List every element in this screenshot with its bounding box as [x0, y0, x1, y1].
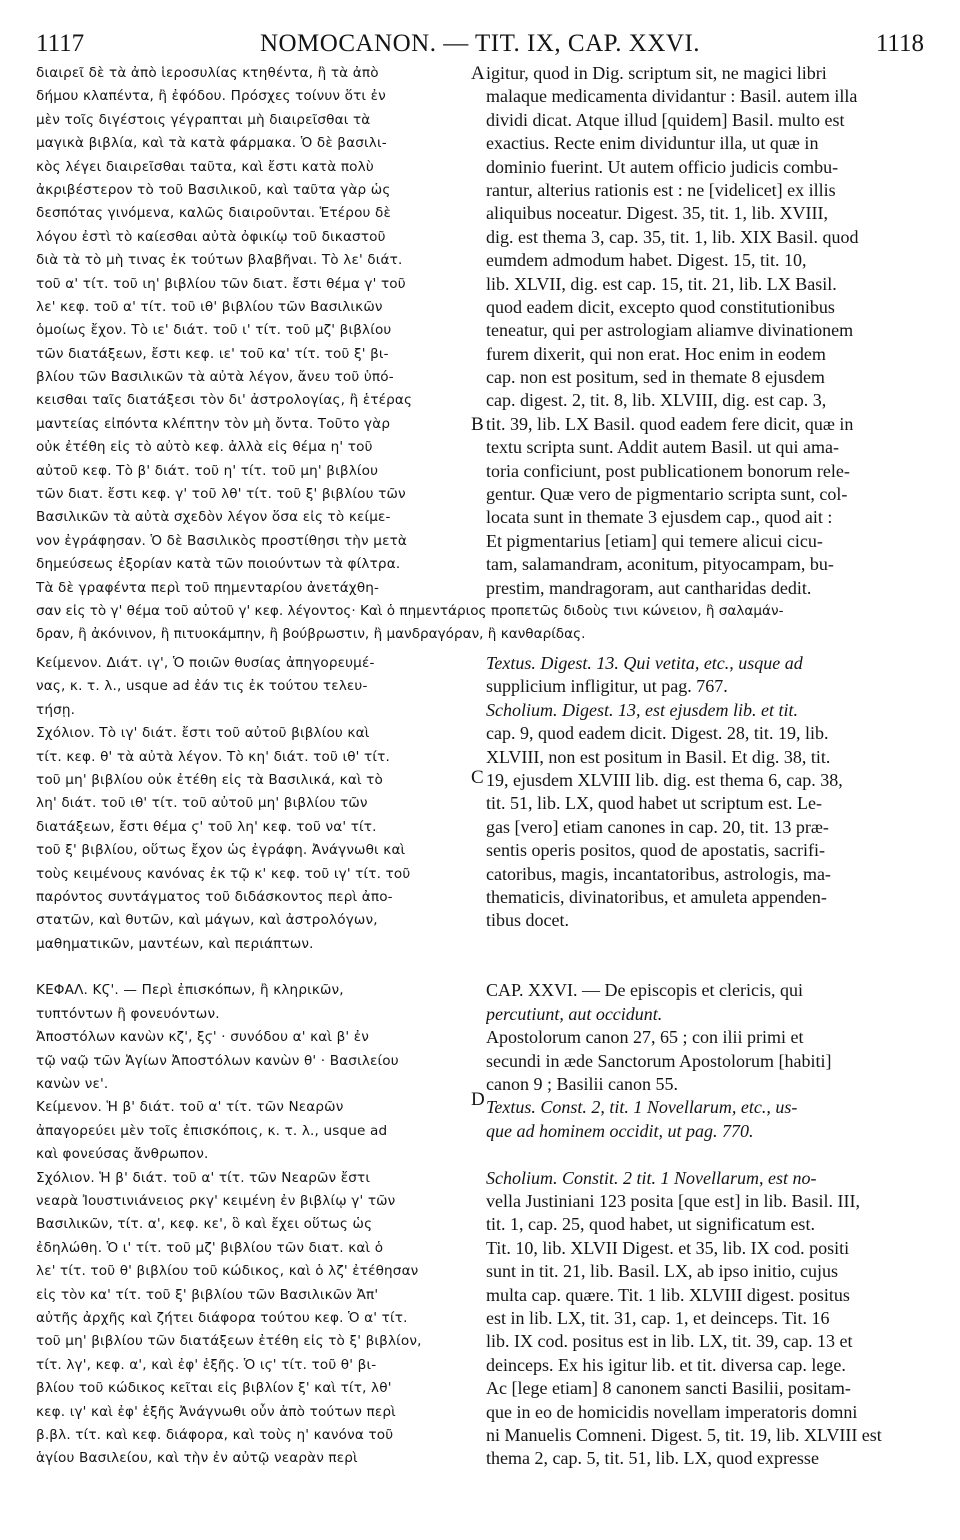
greek-column-line: Τὰ δὲ γραφέντα περὶ τοῦ πημενταρίου ἀνετάχθη- — [36, 579, 380, 596]
greek-column-line: βλίου τῶν Βασιλικῶν τὰ αὐτὰ λέγον, ἄνευ τοῦ ὑπό- — [36, 369, 394, 386]
greek-column-line: τῶν διατ. ἔστι κεφ. γ' τοῦ λθ' τίτ. τοῦ ξ' βιβλίου τῶν — [36, 486, 406, 503]
greek-column-2-line: παρόντος συντάγματος τοῦ διδάσκοντος περὶ ἀπο- — [36, 888, 393, 905]
greek-column-2-line: τοῦ μη' βιβλίου τῶν διατάξεων ἐτέθη εἰς τὸ ξ' βιβλίον, — [36, 1333, 422, 1350]
latin-column-2-line: ni Manuelis Comneni. Digest. 5, tit. 19, lib. XLVIII est — [486, 1424, 882, 1445]
greek-column-2-line: Σχόλιον. Ἡ β' διάτ. τοῦ α' τίτ. τῶν Νεαρῶν ἔστι — [36, 1169, 371, 1186]
latin-column-2-line: gas [vero] etiam canones in cap. 20, tit. 13 præ- — [486, 816, 829, 837]
latin-column-2-line: Tit. 10, lib. XLVII Digest. et 35, lib. IX cod. positi — [486, 1237, 850, 1258]
greek-column-line: δημεύσεως ἐξορίαν κατὰ τῶν ποιούντων τὰ φίλτρα. — [36, 556, 401, 573]
latin-column-top — [486, 62, 926, 600]
greek-column-2-line: ἀπαγορεύει μὲν τοῖς ἐπισκόποις, κ. τ. λ., usque ad — [36, 1122, 388, 1139]
latin-column-2-line — [486, 956, 926, 979]
latin-column-2-line: thematicis, divinatoribus, et amuleta appenden- — [486, 886, 827, 907]
greek-column-2-line: Ἀποστόλων κανὼν κζ', ξϛ' · συνόδου α' καὶ β' ἐν — [36, 1029, 370, 1046]
greek-column-2-line: εἰς τὸν κα' τίτ. τοῦ ξ' βιβλίου τῶν Βασιλικῶν Ἀπ' — [36, 1286, 379, 1303]
latin-column-line: eumdem admodum habet. Digest. 15, tit. 10, — [486, 250, 807, 271]
greek-column-line: ὁμοίως ἔχον. Τὸ ιε' διάτ. τοῦ ι' τίτ. τοῦ μζ' βιβλίου — [36, 322, 392, 339]
greek-column-2-line — [36, 956, 480, 979]
greek-column-line: λόγου ἐστὶ τὸ καίεσθαι αὐτὰ ὀφικίῳ τοῦ δικαστοῦ — [36, 228, 386, 245]
latin-column-line: dig. est thema 3, cap. 35, tit. 1, lib. XIX Basil. quod — [486, 226, 859, 247]
latin-column-2-line: catoribus, magis, incantatoribus, astrologis, ma- — [486, 863, 831, 884]
greek-column-line: νον ἐγράφησαν. Ὁ δὲ Βασιλικὸς προστίθησι τὴν μετὰ — [36, 532, 408, 549]
spanning-line-2: δραν, ἢ ἀκόνινον, ἢ πιτυοκάμπην, ἢ βούβρωστιν, ἢ μανδραγόραν, ἢ κανθαρίδας. — [36, 626, 586, 642]
latin-column-2-line: sunt in tit. 21, lib. Basil. LX, ab ipso initio, cujus — [486, 1261, 839, 1282]
greek-column-2-line: τίτ. λγ', κεφ. α', καὶ ἐφ' ἑξῆς. Ὁ ιϛ' τίτ. τοῦ θ' βι- — [36, 1356, 377, 1373]
greek-column-2-line: Κείμενον. Ἡ β' διάτ. τοῦ α' τίτ. τῶν Νεαρῶν — [36, 1099, 344, 1116]
latin-column-2-line: percutiunt, aut occidunt. — [486, 1003, 663, 1024]
greek-column-2-line: ΚΕΦΑΛ. ΚϚ'. — Περὶ ἐπισκόπων, ἢ κληρικῶν, — [36, 982, 344, 999]
margin-marker-d: D — [471, 1089, 485, 1110]
latin-column-line: aliquibus noceatur. Digest. 35, tit. 1, lib. XVIII, — [486, 203, 828, 224]
greek-column-line: τοῦ α' τίτ. τοῦ ιη' βιβλίου τῶν διατ. ἔστι θέμα γ' τοῦ — [36, 275, 406, 292]
latin-column-line: textu scripta sunt. Addit autem Basil. ut qui ama- — [486, 437, 839, 458]
latin-column-2-line: Scholium. Constit. 2 tit. 1 Novellarum, est no- — [486, 1167, 817, 1188]
greek-column-line: μαντείας εἰπόντα κλέπτην τὸν μὴ ὄντα. Τοῦτο γὰρ — [36, 415, 391, 432]
latin-column-line: exactius. Recte enim dividuntur illa, ut quæ in — [486, 133, 819, 154]
latin-column-line: quod eadem dicit, excepto quod constitutionibus — [486, 296, 835, 317]
latin-column-line: Et pigmentarius [etiam] qui temere alicui cicu- — [486, 530, 823, 551]
latin-column-2-line: CAP. XXVI. — De episcopis et clericis, qui — [486, 980, 803, 1001]
margin-marker-c: C — [471, 767, 484, 788]
greek-column-2-line: διατάξεων, ἔστι θέμα ϛ' τοῦ λη' κεφ. τοῦ να' τίτ. — [36, 818, 377, 835]
latin-column-2-line: cap. 9, quod eadem dicit. Digest. 28, tit. 19, lib. — [486, 723, 829, 744]
latin-column-2-line: que ad hominem occidit, ut pag. 770. — [486, 1120, 754, 1141]
latin-column-2-line — [486, 933, 926, 956]
latin-column-2-line: multa cap. quære. Tit. 1 lib. XLVIII digest. positus — [486, 1284, 850, 1305]
greek-column-line: δήμου κλαπέντα, ἢ ἐφόδου. Πρόσχες τοίνυν ὅτι ἐν — [36, 88, 386, 105]
greek-column-line: τῶν διατάξεων, ἔστι κεφ. ιε' τοῦ κα' τίτ. τοῦ ξ' βι- — [36, 345, 389, 362]
greek-column-2-line: τοῦ ξ' βιβλίου, οὕτως ἔχον ὡς ἐγράφη. Ἀνάγνωθι καὶ — [36, 842, 406, 859]
greek-column-line: κὸς λέγει διαιρεῖσθαι ταῦτα, καὶ ἔστι κατὰ πολὺ — [36, 158, 374, 175]
greek-column-2-line: μαθηματικῶν, μαντέων, καὶ περιάπτων. — [36, 935, 314, 952]
latin-column-line: teneatur, qui per astrologiam aliamve divinationem — [486, 320, 854, 341]
latin-column-2-line: est in lib. LX, tit. 31, cap. 1, et deinceps. Tit. 16 — [486, 1307, 830, 1328]
greek-column-2-line: λη' διάτ. τοῦ ιθ' τίτ. τοῦ αὐτοῦ μη' βιβλίου τῶν — [36, 795, 368, 812]
latin-column-line: furem dixerit, qui non erat. Hoc enim in eodem — [486, 343, 826, 364]
latin-column-2-line: Ac [lege etiam] 8 canonem sancti Basilii, positam- — [486, 1378, 851, 1399]
greek-column-2-line: κανὼν νε'. — [36, 1076, 109, 1093]
greek-column-top — [36, 62, 480, 600]
latin-column-line: cap. non est positum, sed in themate 8 ejusdem — [486, 367, 825, 388]
latin-column-2-line — [486, 1143, 926, 1166]
latin-column-2-line: vella Justiniani 123 posita [que est] in lib. Basil. III, — [486, 1190, 860, 1211]
greek-column-2-line: καὶ φονεύσας ἄνθρωπον. — [36, 1146, 209, 1163]
greek-column-line: κεισθαι ταῖς διατάξεσι τὸν δι' ἀστρολογίας, ἢ ἑτέρας — [36, 392, 413, 409]
latin-column-2-line: canon 9 ; Basilii canon 55. — [486, 1074, 678, 1095]
greek-column-2-line: ἐδηλώθη. Ὁ ι' τίτ. τοῦ μζ' βιβλίου τῶν διατ. καὶ ὁ — [36, 1239, 384, 1256]
latin-column-line: tit. 39, lib. LX Basil. quod eadem fere dicit, quæ in — [486, 413, 854, 434]
greek-column-line: διαιρεῖ δὲ τὰ ἀπὸ ἱεροσυλίας κτηθέντα, ἢ τὰ ἀπὸ — [36, 65, 379, 81]
latin-column-2-line: tibus docet. — [486, 910, 569, 931]
greek-column-line: λε' κεφ. τοῦ α' τίτ. τοῦ ιθ' βιβλίου τῶν Βασιλικῶν — [36, 298, 383, 315]
greek-column-line: οὐκ ἐτέθη εἰς τὸ αὐτὸ κεφ. ἀλλὰ εἰς θέμα η' τοῦ — [36, 439, 373, 456]
latin-column-line: dividi dicat. Atque illud [quidem] Basil. multo est — [486, 109, 845, 130]
greek-column-line: δεσπότας γινόμενα, καλῶς διαιροῦνται. Ἑτέρου δὲ — [36, 205, 391, 222]
latin-column-2-line: Scholium. Digest. 13, est ejusdem lib. et tit. — [486, 699, 798, 720]
latin-column-2-line: supplicium infligitur, ut pag. 767. — [486, 676, 728, 697]
latin-column-2-line: que in eo de homicidis novellam imperatoris domni — [486, 1401, 858, 1422]
latin-column-2-line: tit. 1, cap. 25, quod habet, ut significatum est. — [486, 1214, 815, 1235]
latin-column-bottom — [486, 652, 926, 1471]
greek-column-2-line: τοὺς κειμένους κανόνας ἐκ τῷ κ' κεφ. τοῦ ιγ' τίτ. τοῦ — [36, 865, 411, 882]
greek-column-line: Βασιλικῶν τὰ αὐτὰ σχεδὸν λέγον ὅσα εἰς τὸ κείμε- — [36, 509, 391, 526]
latin-column-line: tam, salamandram, aconitum, pityocampam, bu- — [486, 554, 834, 575]
latin-column-2-line: Textus. Digest. 13. Qui vetita, etc., usque ad — [486, 653, 803, 673]
page-header — [36, 30, 924, 64]
spanning-line-1: σαν εἰς τὸ γ' θέμα τοῦ αὐτοῦ γ' κεφ. λέγοντος· Καὶ ὁ πημεντάριος προπετῶς διδοὺς τινι κώνειον, ἢ σαλαμάν- — [36, 603, 784, 619]
latin-column-2-line: 19, ejusdem XLVIII lib. dig. est thema 6, cap. 38, — [486, 769, 843, 790]
greek-column-line: αὐτοῦ κεφ. Τὸ β' διάτ. τοῦ η' τίτ. τοῦ μη' βιβλίου — [36, 462, 379, 479]
latin-column-line: locata sunt in themate 3 ejusdem cap., quod ait : — [486, 507, 833, 528]
greek-column-2-line: Κείμενον. Διάτ. ιγ', Ὁ ποιῶν θυσίας ἀπηγορευμέ- — [36, 655, 375, 671]
latin-column-line: lib. XLVII, dig. est cap. 15, tit. 21, lib. LX Basil. — [486, 273, 837, 294]
greek-column-2-line: αὐτῆς ἀρχῆς καὶ ζήτει διάφορα τούτου κεφ. Ὁ α' τίτ. — [36, 1309, 408, 1326]
latin-column-line: igitur, quod in Dig. scriptum sit, ne magici libri — [486, 63, 827, 83]
greek-column-2-line: τῷ ναῷ τῶν Ἁγίων Ἀποστόλων κανὼν θ' · Βασιλείου — [36, 1052, 399, 1069]
latin-column-2-line: Textus. Const. 2, tit. 1 Novellarum, etc., us- — [486, 1097, 798, 1118]
left-page-number: 1117 — [36, 30, 85, 57]
greek-column-line: ἀκριβέστερον τὸ τοῦ Βασιλικοῦ, καὶ ταῦτα γὰρ ὡς — [36, 181, 391, 198]
latin-column-2-line: tit. 51, lib. LX, quod habet ut scriptum est. Le- — [486, 793, 822, 814]
latin-column-line: dominio fuerint. Ut autem officio judicis combu- — [486, 156, 839, 177]
greek-column-2-line: νεαρὰ Ἰουστινιάνειος ρκγ' κειμένη ἐν βιβλίῳ γ' τῶν — [36, 1192, 396, 1209]
latin-column-2-line: Apostolorum canon 27, 65 ; con ilii primi et — [486, 1027, 804, 1048]
latin-column-2-line: deinceps. Ex his igitur lib. et tit. diversa cap. lege. — [486, 1354, 846, 1375]
latin-column-2-line: XLVIII, non est positum in Basil. Et dig. 38, tit. — [486, 746, 831, 767]
latin-column-2-line: lib. IX cod. positus est in lib. LX, tit. 39, cap. 13 et — [486, 1331, 853, 1352]
latin-column-line: rantur, alterius rationis est : ne [videlicet] ex illis — [486, 179, 836, 200]
greek-column-bottom — [36, 652, 480, 1471]
margin-marker-b: B — [471, 414, 484, 435]
greek-column-2-line: τίτ. κεφ. θ' τὰ αὐτὰ λέγον. Τὸ κη' διάτ. τοῦ ιθ' τίτ. — [36, 748, 390, 765]
greek-column-2-line: ἁγίου Βασιλείου, καὶ τὴν ἐν αὐτῷ νεαρὰν περὶ — [36, 1450, 358, 1467]
greek-column-2-line: τοῦ μη' βιβλίου οὐκ ἐτέθη εἰς τὰ Βασιλικά, καὶ τὸ — [36, 771, 383, 788]
greek-column-2-line: λε' τίτ. τοῦ θ' βιβλίου τοῦ κώδικος, καὶ ὁ λζ' ἐτέθησαν — [36, 1263, 419, 1280]
latin-column-line: toria conficiunt, post publicationem bonorum rele- — [486, 460, 850, 481]
latin-column-line: malaque medicamenta dividantur : Basil. autem illa — [486, 86, 858, 107]
greek-column-2-line: β.βλ. τίτ. καὶ κεφ. διάφορα, καὶ τοὺς η' κανόνα τοῦ — [36, 1426, 394, 1443]
greek-column-2-line: βλίου τοῦ κώδικος κεῖται εἰς βιβλίον ξ' καὶ τίτ, λθ' — [36, 1380, 392, 1397]
latin-column-line: gentur. Quæ vero de pigmentario scripta sunt, col- — [486, 484, 848, 505]
latin-column-2-line: thema 2, cap. 5, tit. 51, lib. LX, quod expresse — [486, 1448, 819, 1469]
greek-column-2-line: Σχόλιον. Τὸ ιγ' διάτ. ἔστι τοῦ αὐτοῦ βιβλίου καὶ — [36, 725, 370, 742]
latin-column-line: prestim, mandragoram, aut cantharidas dedit. — [486, 577, 812, 598]
greek-column-line: μαγικὰ βιβλία, καὶ τὰ κατὰ φάρμακα. Ὁ δὲ βασιλι- — [36, 135, 387, 152]
margin-marker-a: A — [471, 63, 485, 84]
greek-column-2-line: τήσῃ. — [36, 701, 76, 718]
greek-column-2-line: κεφ. ιγ' καὶ ἐφ' ἑξῆς Ἀνάγνωθι οὖν ἀπὸ τούτων περὶ — [36, 1403, 396, 1420]
right-page-number: 1118 — [875, 30, 924, 57]
latin-column-2-line: sentis operis positos, quod de apostatis, sacrifi- — [486, 840, 825, 861]
latin-column-line: cap. digest. 2, tit. 8, lib. XLVIII, dig. est cap. 3, — [486, 390, 827, 411]
greek-column-2-line: νας, κ. τ. λ., usque ad ἐάν τις ἐκ τούτου τελευ- — [36, 678, 368, 695]
greek-column-2-line: στατῶν, καὶ θυτῶν, καὶ μάγων, καὶ ἀστρολόγων, — [36, 912, 378, 929]
greek-column-line: διὰ τὰ τὸ μὴ τινας ἐκ τούτων βλαβῆναι. Τὸ λε' διάτ. — [36, 252, 403, 269]
greek-column-2-line: τυπτόντων ἢ φονευόντων. — [36, 1005, 220, 1022]
greek-column-line: μὲν τοῖς διγέστοις γέγραπται μὴ διαιρεῖσθαι τὰ — [36, 111, 371, 128]
running-title: NOMOCANON. — TIT. IX, CAP. XXVI. — [259, 30, 701, 57]
greek-column-2-line: Βασιλικῶν, τίτ. α', κεφ. κε', ὃ καὶ ἔχει οὕτως ὡς — [36, 1216, 373, 1233]
latin-column-2-line: secundi in æde Sanctorum Apostolorum [habiti] — [486, 1050, 832, 1071]
